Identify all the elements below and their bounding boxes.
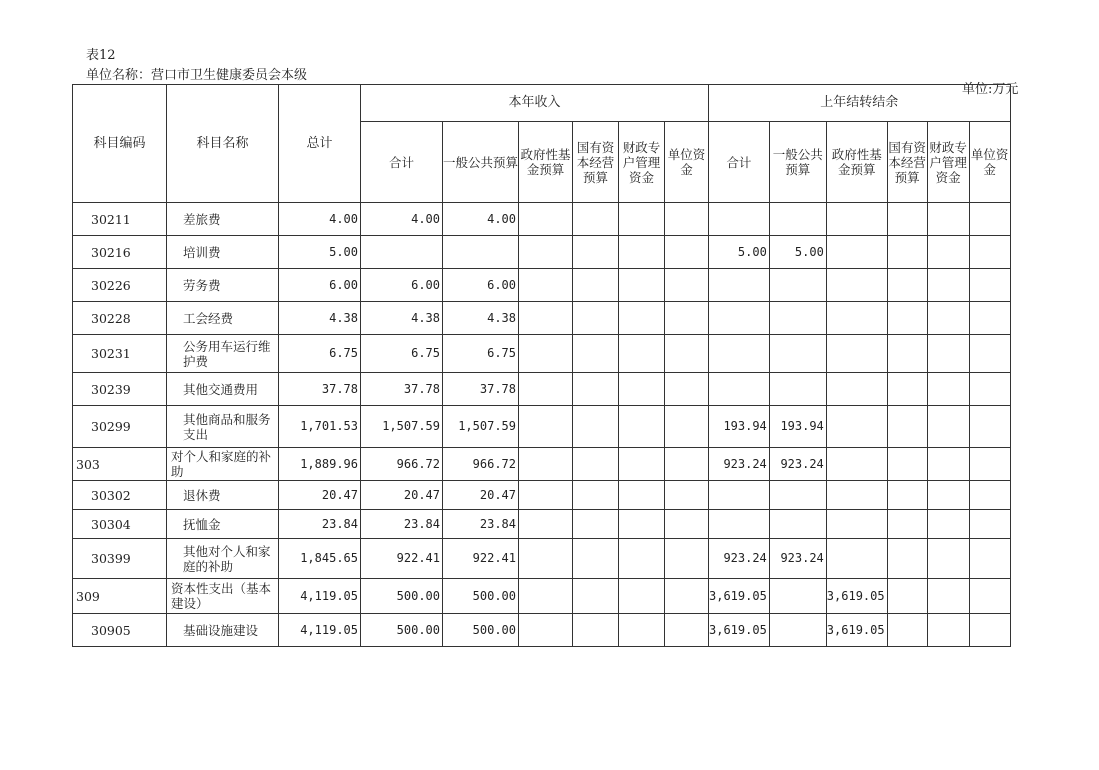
cell-income <box>619 579 665 614</box>
cell-income <box>573 579 619 614</box>
cell-income <box>573 539 619 579</box>
header-carryover-group: 上年结转结余 <box>709 85 1011 122</box>
cell-income <box>573 203 619 236</box>
cell-total: 20.47 <box>279 481 361 510</box>
cell-income <box>573 302 619 335</box>
cell-income <box>619 373 665 406</box>
cell-carryover: 5.00 <box>709 236 770 269</box>
cell-total: 4.00 <box>279 203 361 236</box>
cell-total: 37.78 <box>279 373 361 406</box>
cell-carryover <box>969 481 1010 510</box>
cell-income <box>573 236 619 269</box>
cell-income <box>619 448 665 481</box>
cell-carryover: 923.24 <box>769 539 826 579</box>
cell-income: 37.78 <box>443 373 519 406</box>
cell-income: 6.75 <box>443 335 519 373</box>
table-row <box>73 203 1011 236</box>
cell-name: 抚恤金 <box>167 510 279 539</box>
header-income-col: 合计 <box>361 122 443 203</box>
cell-income: 6.75 <box>361 335 443 373</box>
cell-name: 资本性支出（基本建设） <box>167 579 279 614</box>
cell-income: 6.00 <box>361 269 443 302</box>
cell-carryover <box>887 510 927 539</box>
cell-carryover <box>826 406 887 448</box>
header-income-col: 政府性基金预算 <box>519 122 573 203</box>
cell-income: 1,507.59 <box>361 406 443 448</box>
cell-code: 30399 <box>73 539 167 579</box>
cell-carryover <box>709 510 770 539</box>
cell-carryover <box>826 373 887 406</box>
cell-income <box>619 481 665 510</box>
cell-income <box>665 406 709 448</box>
cell-income <box>665 539 709 579</box>
cell-carryover <box>826 302 887 335</box>
cell-carryover <box>826 448 887 481</box>
cell-income: 500.00 <box>361 614 443 647</box>
cell-income <box>519 579 573 614</box>
cell-income: 37.78 <box>361 373 443 406</box>
table-row <box>73 406 1011 448</box>
cell-income <box>619 236 665 269</box>
cell-name: 其他交通费用 <box>167 373 279 406</box>
cell-income <box>443 236 519 269</box>
cell-income <box>619 539 665 579</box>
cell-carryover <box>887 373 927 406</box>
cell-income <box>519 269 573 302</box>
cell-income: 500.00 <box>443 579 519 614</box>
cell-carryover <box>887 269 927 302</box>
table-row <box>73 269 1011 302</box>
cell-name: 差旅费 <box>167 203 279 236</box>
cell-carryover <box>709 269 770 302</box>
cell-total: 4,119.05 <box>279 614 361 647</box>
header-carry-col: 国有资本经营预算 <box>887 122 927 203</box>
table-row <box>73 539 1011 579</box>
header-carry-col: 单位资金 <box>969 122 1010 203</box>
cell-carryover <box>927 269 969 302</box>
cell-income <box>619 510 665 539</box>
budget-table <box>72 84 1011 647</box>
cell-carryover <box>927 539 969 579</box>
cell-income: 20.47 <box>443 481 519 510</box>
cell-income: 966.72 <box>443 448 519 481</box>
cell-carryover <box>969 269 1010 302</box>
cell-income: 922.41 <box>361 539 443 579</box>
cell-total: 5.00 <box>279 236 361 269</box>
cell-income <box>665 335 709 373</box>
cell-income: 4.38 <box>361 302 443 335</box>
cell-carryover <box>927 579 969 614</box>
cell-total: 6.75 <box>279 335 361 373</box>
cell-carryover <box>769 579 826 614</box>
cell-code: 30905 <box>73 614 167 647</box>
cell-income <box>665 510 709 539</box>
cell-carryover <box>769 614 826 647</box>
cell-carryover <box>887 614 927 647</box>
cell-income <box>573 510 619 539</box>
cell-income <box>665 448 709 481</box>
cell-total: 4.38 <box>279 302 361 335</box>
cell-code: 30226 <box>73 269 167 302</box>
table-row <box>73 579 1011 614</box>
cell-carryover <box>927 203 969 236</box>
cell-income <box>665 373 709 406</box>
cell-income: 4.38 <box>443 302 519 335</box>
cell-carryover <box>969 614 1010 647</box>
cell-income: 500.00 <box>443 614 519 647</box>
cell-total: 4,119.05 <box>279 579 361 614</box>
cell-carryover: 3,619.05 <box>826 579 887 614</box>
cell-carryover <box>769 269 826 302</box>
header-name: 科目名称 <box>167 85 279 203</box>
table-row <box>73 481 1011 510</box>
cell-carryover <box>969 448 1010 481</box>
table-row <box>73 614 1011 647</box>
header-income-col: 一般公共预算 <box>443 122 519 203</box>
cell-total: 1,889.96 <box>279 448 361 481</box>
cell-income: 966.72 <box>361 448 443 481</box>
cell-carryover <box>969 373 1010 406</box>
cell-carryover <box>969 236 1010 269</box>
cell-income <box>519 539 573 579</box>
cell-income <box>573 269 619 302</box>
cell-carryover <box>709 335 770 373</box>
cell-total: 23.84 <box>279 510 361 539</box>
cell-income <box>519 406 573 448</box>
cell-carryover <box>709 481 770 510</box>
cell-code: 30299 <box>73 406 167 448</box>
cell-carryover <box>927 448 969 481</box>
cell-code: 30302 <box>73 481 167 510</box>
cell-income <box>665 614 709 647</box>
cell-income <box>573 614 619 647</box>
cell-carryover <box>826 539 887 579</box>
cell-name: 其他对个人和家庭的补助 <box>167 539 279 579</box>
cell-income <box>519 510 573 539</box>
cell-carryover <box>969 539 1010 579</box>
cell-carryover <box>927 373 969 406</box>
cell-income <box>519 373 573 406</box>
cell-carryover <box>927 510 969 539</box>
cell-income: 20.47 <box>361 481 443 510</box>
header-income-group: 本年收入 <box>361 85 709 122</box>
cell-carryover <box>969 302 1010 335</box>
cell-code: 30211 <box>73 203 167 236</box>
table-row <box>73 302 1011 335</box>
cell-code: 30304 <box>73 510 167 539</box>
cell-income <box>619 335 665 373</box>
header-income-col: 财政专户管理资金 <box>619 122 665 203</box>
cell-code: 309 <box>73 579 167 614</box>
cell-income <box>573 448 619 481</box>
cell-carryover <box>927 302 969 335</box>
cell-carryover <box>887 448 927 481</box>
cell-carryover <box>927 236 969 269</box>
cell-income: 6.00 <box>443 269 519 302</box>
cell-carryover <box>826 335 887 373</box>
cell-name: 工会经费 <box>167 302 279 335</box>
cell-carryover <box>826 510 887 539</box>
cell-income <box>665 579 709 614</box>
header-income-col: 国有资本经营预算 <box>573 122 619 203</box>
cell-name: 培训费 <box>167 236 279 269</box>
cell-income <box>573 481 619 510</box>
header-carry-col: 一般公共预算 <box>769 122 826 203</box>
cell-income: 23.84 <box>443 510 519 539</box>
unit-measure: 单位:万元 <box>962 82 1019 97</box>
cell-income: 4.00 <box>443 203 519 236</box>
cell-name: 基础设施建设 <box>167 614 279 647</box>
cell-income <box>665 302 709 335</box>
cell-income <box>665 203 709 236</box>
cell-income <box>573 406 619 448</box>
cell-carryover: 923.24 <box>709 539 770 579</box>
table-number: 表12 <box>86 48 116 63</box>
cell-income <box>519 302 573 335</box>
cell-carryover <box>709 373 770 406</box>
cell-carryover <box>887 203 927 236</box>
cell-carryover: 5.00 <box>769 236 826 269</box>
cell-income: 4.00 <box>361 203 443 236</box>
header-total: 总计 <box>279 85 361 203</box>
unit-name: 单位名称：营口市卫生健康委员会本级 <box>86 68 308 83</box>
cell-total: 1,845.65 <box>279 539 361 579</box>
cell-carryover <box>969 510 1010 539</box>
cell-carryover: 193.94 <box>709 406 770 448</box>
cell-total: 1,701.53 <box>279 406 361 448</box>
cell-income <box>619 406 665 448</box>
cell-carryover <box>969 406 1010 448</box>
cell-carryover <box>927 481 969 510</box>
cell-income <box>519 203 573 236</box>
cell-carryover <box>969 579 1010 614</box>
header-carry-col: 政府性基金预算 <box>826 122 887 203</box>
cell-code: 30239 <box>73 373 167 406</box>
cell-income <box>665 269 709 302</box>
cell-carryover <box>887 539 927 579</box>
cell-carryover <box>769 335 826 373</box>
cell-income <box>665 236 709 269</box>
cell-carryover <box>769 510 826 539</box>
cell-income <box>573 335 619 373</box>
cell-name: 其他商品和服务支出 <box>167 406 279 448</box>
cell-total: 6.00 <box>279 269 361 302</box>
cell-carryover <box>887 579 927 614</box>
cell-carryover <box>969 203 1010 236</box>
cell-carryover <box>887 302 927 335</box>
table-row <box>73 448 1011 481</box>
cell-income <box>519 448 573 481</box>
cell-income <box>519 481 573 510</box>
cell-income: 500.00 <box>361 579 443 614</box>
cell-income: 23.84 <box>361 510 443 539</box>
cell-code: 30228 <box>73 302 167 335</box>
cell-income: 1,507.59 <box>443 406 519 448</box>
cell-income <box>361 236 443 269</box>
cell-income <box>519 335 573 373</box>
cell-carryover <box>709 302 770 335</box>
cell-name: 公务用车运行维护费 <box>167 335 279 373</box>
header-income-col: 单位资金 <box>665 122 709 203</box>
cell-carryover <box>826 236 887 269</box>
cell-code: 30216 <box>73 236 167 269</box>
cell-income <box>619 203 665 236</box>
cell-carryover <box>709 203 770 236</box>
header-row-top <box>73 85 1011 122</box>
cell-carryover <box>826 203 887 236</box>
cell-carryover: 3,619.05 <box>709 579 770 614</box>
cell-income <box>619 269 665 302</box>
cell-income <box>573 373 619 406</box>
cell-carryover: 3,619.05 <box>826 614 887 647</box>
cell-carryover <box>769 373 826 406</box>
cell-carryover <box>927 614 969 647</box>
header-carry-col: 合计 <box>709 122 770 203</box>
header-code: 科目编码 <box>73 85 167 203</box>
table-row <box>73 335 1011 373</box>
cell-income <box>619 302 665 335</box>
cell-carryover <box>969 335 1010 373</box>
cell-income <box>519 236 573 269</box>
cell-carryover <box>769 203 826 236</box>
cell-name: 退休费 <box>167 481 279 510</box>
cell-carryover <box>927 335 969 373</box>
table-row <box>73 510 1011 539</box>
cell-carryover <box>927 406 969 448</box>
cell-carryover <box>887 481 927 510</box>
cell-carryover: 923.24 <box>769 448 826 481</box>
cell-carryover <box>826 269 887 302</box>
cell-carryover <box>826 481 887 510</box>
cell-code: 30231 <box>73 335 167 373</box>
cell-carryover: 3,619.05 <box>709 614 770 647</box>
cell-income: 922.41 <box>443 539 519 579</box>
cell-code: 303 <box>73 448 167 481</box>
cell-income <box>619 614 665 647</box>
cell-carryover: 193.94 <box>769 406 826 448</box>
cell-carryover <box>769 302 826 335</box>
cell-carryover <box>887 406 927 448</box>
cell-name: 劳务费 <box>167 269 279 302</box>
cell-carryover: 923.24 <box>709 448 770 481</box>
table-row <box>73 236 1011 269</box>
cell-carryover <box>769 481 826 510</box>
header-carry-col: 财政专户管理资金 <box>927 122 969 203</box>
table-row <box>73 373 1011 406</box>
cell-name: 对个人和家庭的补助 <box>167 448 279 481</box>
cell-income <box>519 614 573 647</box>
cell-carryover <box>887 236 927 269</box>
cell-income <box>665 481 709 510</box>
cell-carryover <box>887 335 927 373</box>
